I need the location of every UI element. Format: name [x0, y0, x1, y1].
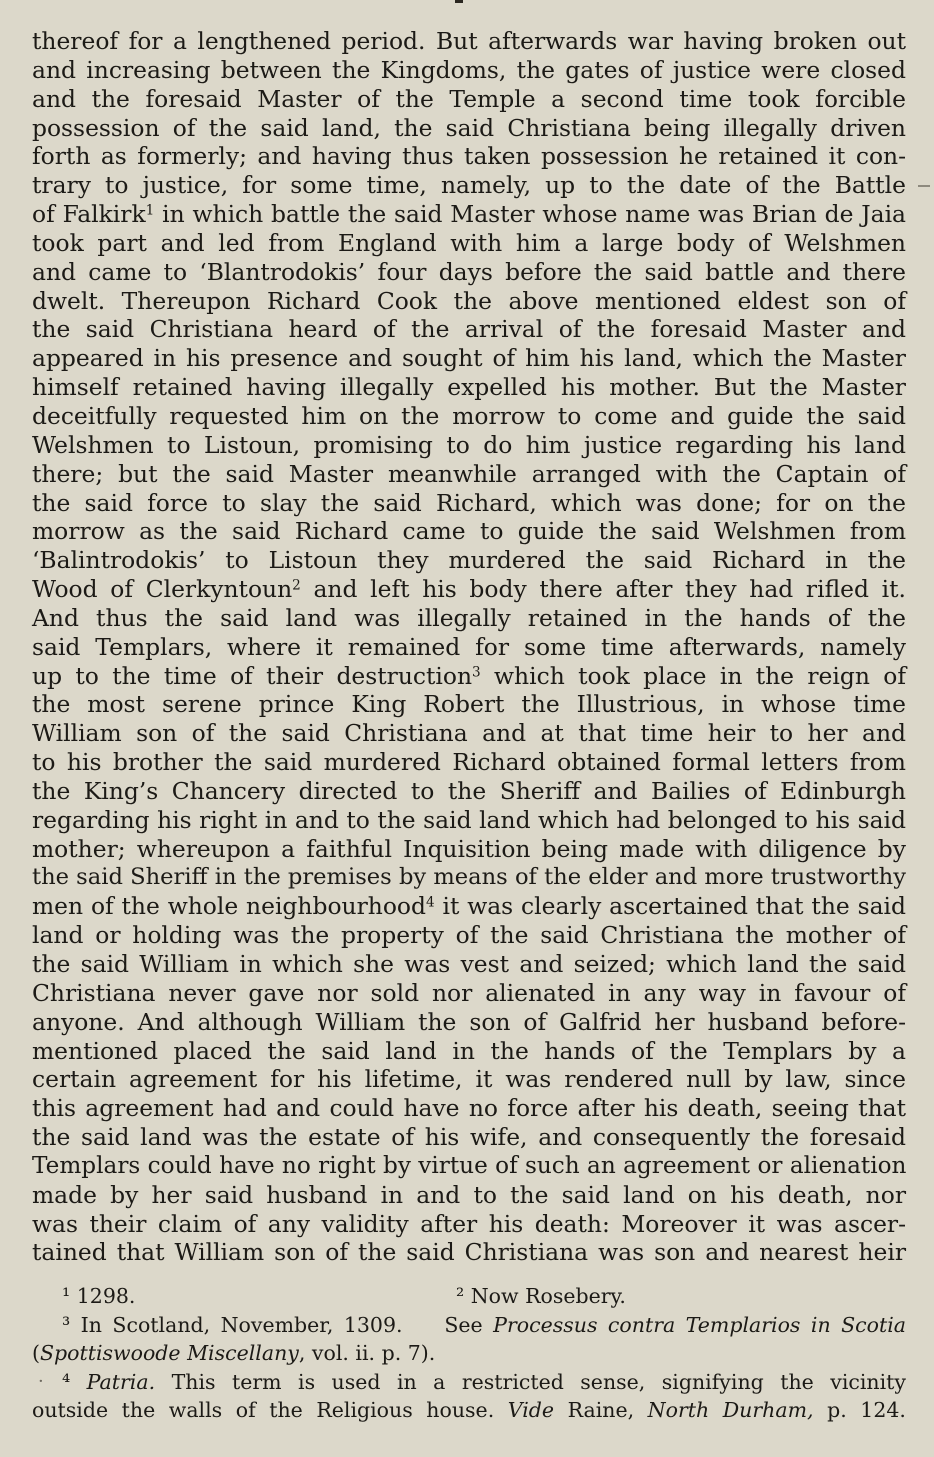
body-line-29: mother; whereupon a faithful Inquisition being made with diligence by [32, 834, 906, 863]
body-line-8: took part and led from England with him a large body of Welshmen [32, 228, 906, 257]
body-line-21: And thus the said land was illegally retained in the hands of the [32, 603, 906, 632]
footnote-4-line-1 [32, 1368, 906, 1397]
footnote-4-outside: outside the walls of the Religious house. [32, 1398, 495, 1422]
footnote-3-line-1 [32, 1311, 906, 1340]
body-text [32, 27, 906, 1267]
body-line-43: tained that William son of the said Christiana was son and nearest heir [32, 1238, 906, 1267]
body-line-11: the said Christiana heard of the arrival of the foresaid Master and [32, 315, 906, 344]
body-line-10: dwelt. Thereupon Richard Cook the above mentioned eldest son of [32, 286, 906, 315]
footnote-4-number: ⁴ [62, 1369, 71, 1394]
body-line-34: Christiana never gave nor sold nor alienated in any way in favour of [32, 978, 906, 1007]
body-line-3: and the foresaid Master of the Temple a second time took forcible [32, 84, 906, 113]
body-line-25: William son of the said Christiana and at that time heir to her and [32, 719, 906, 748]
footnotes [32, 1282, 906, 1425]
body-line-33: the said William in which she was vest and seized; which land the said [32, 950, 906, 978]
footnote-4-line-2 [32, 1396, 906, 1425]
body-line-31: men of the whole neighbourhood$^4$ it was clearly ascertained that the said [32, 892, 906, 921]
footnote-ref-1: 1 [145, 202, 155, 219]
body-line-17: the said force to slay the said Richard, which was done; for on the [32, 488, 906, 517]
footnote-ref-3: 3 [472, 664, 481, 681]
footnote-3-ref: , vol. ii. p. 7). [298, 1341, 436, 1365]
footnote-4-term: Patria. [86, 1369, 156, 1394]
body-line-26: to his brother the said murdered Richard obtained formal letters from [32, 748, 906, 777]
body-line-18: morrow as the said Richard came to guide the said Welshmen from [32, 517, 906, 546]
margin-mark [918, 185, 930, 187]
footnote-row-1 [32, 1282, 906, 1311]
body-line-6: trary to justice, for some time, namely, up to the date of the Battle [32, 171, 906, 200]
footnote-ref-4: 4 [425, 894, 435, 911]
stray-dot-mark: · [38, 1370, 44, 1392]
footnote-4-author: Raine, [567, 1398, 635, 1422]
body-line-12: appeared in his presence and sought of him his land, which the Master [32, 344, 906, 373]
page-top-mark [455, 0, 463, 3]
body-line-23: up to the time of their destruction$^3$ which took place in the reign of [32, 661, 906, 690]
body-line-27: the King’s Chancery directed to the Sheriff and Bailies of Edinburgh [32, 776, 906, 805]
footnote-4-vide: Vide [507, 1398, 555, 1422]
body-line-32: land or holding was the property of the said Christiana the mother of [32, 921, 906, 950]
body-line-40: Templars could have no right by virtue of such an agreement or alienation [32, 1152, 907, 1179]
footnote-4-work: North Durham, [647, 1398, 814, 1422]
footnote-4-text: This term is used in a restricted sense, signifying the vicinity [171, 1369, 906, 1394]
body-line-22: said Templars, where it remained for some time afterwards, namely [32, 632, 906, 661]
body-line-1: thereof for a lengthened period. But afterwards war having broken out [32, 27, 906, 55]
body-line-28: regarding his right in and to the said land which had belonged to his said [32, 805, 906, 834]
body-line-38: this agreement had and could have no force after his death, seeing that [32, 1094, 906, 1123]
footnote-2: ² Now Rosebery. [456, 1284, 626, 1308]
body-line-13: himself retained having illegally expelled his mother. But the Master [32, 373, 906, 402]
footnote-3-line-2 [32, 1339, 906, 1368]
body-line-7: of Falkirk$^1$ in which battle the said Master whose name was Brian de Jaia [32, 200, 906, 229]
body-line-41: made by her said husband in and to the said land on his death, nor [32, 1180, 906, 1209]
footnote-3-source: Spottiswoode Miscellany [40, 1341, 299, 1365]
body-line-5: forth as formerly; and having thus taken possession he retained it con- [32, 142, 906, 171]
body-line-20: Wood of Clerkyntoun$^2$ and left his body there after they had rifled it. [32, 575, 906, 604]
body-line-35: anyone. And although William the son of Galfrid her husband before- [32, 1007, 906, 1036]
body-line-15: Welshmen to Listoun, promising to do him justice regarding his land [32, 430, 906, 459]
footnote-ref-2: 2 [292, 577, 301, 594]
footnote-1: ¹ 1298. [62, 1284, 136, 1308]
body-line-42: was their claim of any validity after his death: Moreover it was ascer- [32, 1209, 906, 1238]
body-line-36: mentioned placed the said land in the hands of the Templars by a [32, 1036, 906, 1065]
body-line-2: and increasing between the Kingdoms, the gates of justice were closed [32, 55, 906, 84]
footnote-3-date: ³ In Scotland, November, 1309. [62, 1312, 403, 1337]
body-line-14: deceitfully requested him on the morrow to come and guide the said [32, 401, 906, 430]
body-line-30: the said Sheriff in the premises by means of the elder and more trustworthy [32, 864, 906, 891]
body-line-4: possession of the said land, the said Christiana being illegally driven [32, 113, 906, 142]
footnote-3-title: Processus contra Templarios in Scotia [493, 1312, 907, 1337]
body-line-9: and came to ‘Blantrodokis’ four days before the said battle and there [32, 257, 906, 286]
footnote-3-see: See [444, 1312, 483, 1337]
body-line-24: the most serene prince King Robert the Illustrious, in whose time [32, 690, 906, 719]
body-line-39: the said land was the estate of his wife, and consequently the foresaid [32, 1123, 906, 1152]
body-line-37: certain agreement for his lifetime, it was rendered null by law, since [32, 1065, 906, 1094]
footnote-4-page: p. 124. [827, 1398, 906, 1422]
body-line-16: there; but the said Master meanwhile arranged with the Captain of [32, 459, 906, 488]
footnote-3-open-paren: ( [32, 1341, 40, 1365]
body-line-19: ‘Balintrodokis’ to Listoun they murdered the said Richard in the [32, 546, 906, 575]
